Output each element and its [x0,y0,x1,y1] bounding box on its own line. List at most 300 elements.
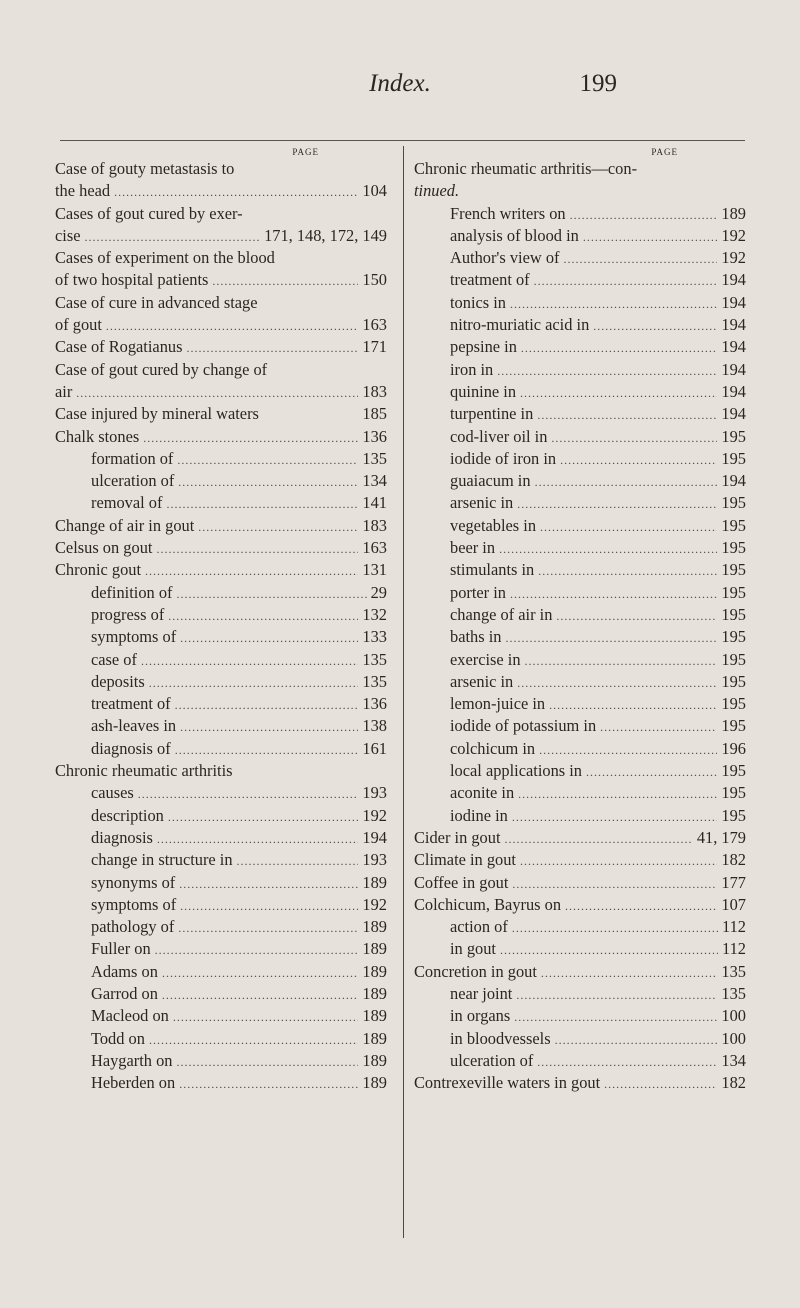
entry-text: quinine in [450,381,517,401]
entry-page: 133 [362,627,387,647]
entry-page: 134 [721,1050,746,1070]
entry-text: French writers on [450,203,566,223]
entry-text: Macleod on [91,1006,169,1026]
dot-leader [586,760,717,783]
entry-text: near joint [450,983,513,1003]
entry-text: Adams on [91,961,158,981]
entry-text: analysis of blood in [450,225,579,245]
entry-page: 189 [362,939,387,959]
entry-page: 195 [721,783,746,803]
index-entry [414,782,746,804]
dot-leader [516,983,717,1006]
entry-page: 171, 148, 172, 149 [264,225,387,245]
entry-text: progress of [91,604,165,624]
entry-page: 192 [362,894,387,914]
entry-text: local applications in [450,761,582,781]
dot-leader [141,649,358,672]
dot-leader [175,738,359,761]
index-entry [55,938,387,960]
entry-text: Todd on [91,1028,145,1048]
entry-page: 193 [362,850,387,870]
entry-page: 195 [721,627,746,647]
entry-page: 195 [721,649,746,669]
index-entry [414,158,746,180]
dot-leader [138,782,359,805]
entry-text: Colchicum, Bayrus on [414,894,562,914]
entry-page: 135 [362,671,387,691]
index-entry [414,582,746,604]
dot-leader [538,559,717,582]
dot-leader [149,671,359,694]
index-entry [414,292,746,314]
page-number: 199 [579,70,617,97]
index-entry [414,715,746,737]
index-entry [55,180,387,202]
entry-text: Case of gouty metastasis to [55,159,235,178]
dot-leader [512,805,718,828]
entry-text: Garrod on [91,983,158,1003]
index-entry [55,582,387,604]
dot-leader [180,894,358,917]
index-entry [55,1072,387,1094]
index-entry [414,1028,746,1050]
index-entry [55,292,387,314]
entry-page: 161 [362,738,387,758]
entry-text: ulceration of [450,1050,534,1070]
dot-leader [179,872,358,895]
dot-leader [517,492,717,515]
entry-page: 189 [362,872,387,892]
dot-leader [570,203,718,226]
dot-leader [155,938,359,961]
entry-page: 194 [721,315,746,335]
entry-page: 135 [721,961,746,981]
entry-page: 107 [721,894,746,914]
dot-leader [537,403,717,426]
index-entry [414,492,746,514]
index-entry [55,203,387,225]
index-entry [55,359,387,381]
entry-page: 138 [362,716,387,736]
entry-page: 134 [362,471,387,491]
index-entry [55,1005,387,1027]
index-entry [414,983,746,1005]
entry-text: arsenic in [450,671,514,691]
index-entry [414,203,746,225]
entry-page: 41, 179 [696,827,746,847]
entry-text: description [91,805,164,825]
dot-leader [512,916,718,939]
dot-leader [168,805,359,828]
entry-text: aconite in [450,783,515,803]
index-column-left [55,146,387,1094]
index-entry [414,336,746,358]
dot-leader [186,336,358,359]
entry-text: change of air in [450,604,553,624]
index-entry [414,180,746,202]
entry-text: nitro-muriatic acid in [450,315,590,335]
entry-text: synonyms of [91,872,176,892]
entry-text: tonics in [450,292,506,312]
index-entry [55,604,387,626]
entry-text: Cider in gout [414,827,501,847]
index-entry [55,1050,387,1072]
dot-leader [497,359,717,382]
dot-leader [179,1072,358,1095]
entry-text: cod-liver oil in [450,426,548,446]
entry-text: ulceration of [91,471,175,491]
entry-page: 194 [721,292,746,312]
index-entry [414,671,746,693]
index-entry [55,961,387,983]
dot-leader [540,515,717,538]
dot-leader [560,448,717,471]
index-entry [55,827,387,849]
dot-leader [198,515,358,538]
dot-leader [563,247,717,270]
entry-text: Case injured by mineral waters [55,404,259,424]
dot-leader [514,1005,717,1028]
entry-text: lemon-juice in [450,694,546,714]
index-entry [414,938,746,960]
entry-page: 141 [362,493,387,513]
entry-text: Case of Rogatianus [55,337,183,357]
entry-text: pepsine in [450,337,517,357]
dot-leader [510,582,717,605]
index-entry [414,1005,746,1027]
entry-page: 189 [362,961,387,981]
dot-leader [505,827,693,850]
index-entry [414,247,746,269]
entry-text: cise [55,225,81,245]
entry-page: 195 [721,761,746,781]
dot-leader [175,693,359,716]
dot-leader [178,470,358,493]
dot-leader [541,961,717,984]
page-column-label: PAGE [651,147,678,157]
index-entry [55,426,387,448]
entry-text: in gout [450,939,496,959]
dot-leader [180,626,358,649]
index-entry [55,649,387,671]
dot-leader [556,604,717,627]
index-entry [414,849,746,871]
entry-text: Celsus on gout [55,538,153,558]
index-entry [55,872,387,894]
index-entry [414,693,746,715]
entry-page: 136 [362,426,387,446]
entry-page: 100 [721,1028,746,1048]
dot-leader [177,448,358,471]
entry-text: Chronic gout [55,560,142,580]
running-title: Index. [369,70,431,97]
entry-text: iodine in [450,805,508,825]
entry-page: 195 [721,671,746,691]
entry-text: of gout [55,315,102,335]
entry-text: vegetables in [450,515,537,535]
dot-leader [176,582,366,605]
dot-leader [162,983,358,1006]
entry-text: air [55,381,73,401]
index-entry [55,626,387,648]
entry-page: 132 [362,604,387,624]
entry-text: Climate in gout [414,850,516,870]
entry-text: definition of [91,582,173,602]
entry-page: 193 [362,783,387,803]
entry-text: Change of air in gout [55,515,195,535]
dot-leader [510,292,717,315]
dot-leader [106,314,359,337]
entry-page: 194 [721,471,746,491]
index-entry [55,515,387,537]
entry-text: Cases of gout cured by exer- [55,203,243,223]
entry-page: 194 [721,404,746,424]
index-entry [55,559,387,581]
index-entry [414,559,746,581]
dot-leader [535,470,718,493]
entry-page: 195 [721,716,746,736]
index-entry [414,359,746,381]
index-entry [414,1072,746,1094]
entry-page: 195 [721,515,746,535]
dot-leader [593,314,717,337]
entry-page: 189 [362,983,387,1003]
entry-text: in organs [450,1006,511,1026]
entry-page: 192 [721,225,746,245]
entry-text: in bloodvessels [450,1028,551,1048]
entry-text: stimulants in [450,560,535,580]
index-entry [55,492,387,514]
dot-leader [114,180,358,203]
entry-page: 150 [362,270,387,290]
index-entry [55,537,387,559]
dot-leader [521,336,717,359]
index-entry [55,314,387,336]
index-entry [55,336,387,358]
index-entry [414,403,746,425]
dot-leader [212,269,358,292]
entry-page: 192 [721,248,746,268]
entry-page: 189 [362,1028,387,1048]
entry-page: 194 [721,359,746,379]
dot-leader [143,426,358,449]
entry-text: symptoms of [91,627,177,647]
entry-text: Heberden on [91,1073,176,1093]
dot-leader [518,782,717,805]
entry-page: 183 [362,381,387,401]
entry-text: symptoms of [91,894,177,914]
dot-leader [534,269,718,292]
entry-text: Fuller on [91,939,151,959]
column-divider [403,146,404,1238]
entry-text: change in structure in [91,850,233,870]
entry-page: 135 [362,448,387,468]
entry-text: deposits [91,671,145,691]
entry-page: 189 [362,1050,387,1070]
entry-page: 195 [721,493,746,513]
dot-leader [162,961,358,984]
entry-page: 104 [362,181,387,201]
entry-page: 195 [721,805,746,825]
entry-text: treatment of [450,270,530,290]
entry-page: 189 [362,1073,387,1093]
entry-text: exercise in [450,649,521,669]
dot-leader [512,872,717,895]
entry-text: Chalk stones [55,426,140,446]
entry-text: Author's view of [450,248,560,268]
entry-text: treatment of [91,694,171,714]
index-entry [55,693,387,715]
entry-text: the head [55,181,111,201]
entry-page: 195 [721,538,746,558]
entry-page: 183 [362,515,387,535]
dot-leader [173,1005,359,1028]
index-entry [55,269,387,291]
entry-text: action of [450,917,508,937]
entry-text: turpentine in [450,404,534,424]
dot-leader [84,225,260,248]
dot-leader [149,1028,358,1051]
entry-text: beer in [450,538,496,558]
index-entry [414,537,746,559]
index-entry [55,448,387,470]
entry-page: 195 [721,582,746,602]
entry-text: Coffee in gout [414,872,509,892]
entry-text: Concretion in gout [414,961,537,981]
dot-leader [157,827,358,850]
entry-page: 194 [721,270,746,290]
index-entry [414,515,746,537]
dot-leader [180,715,358,738]
entry-page: 195 [721,604,746,624]
index-entry [55,158,387,180]
index-entry [414,314,746,336]
index-entry [55,782,387,804]
dot-leader [604,1072,717,1095]
dot-leader [549,693,717,716]
dot-leader [145,559,358,582]
dot-leader [537,1050,717,1073]
index-entry [414,805,746,827]
entry-page: 100 [721,1006,746,1026]
entry-text: pathology of [91,917,175,937]
index-entry [55,1028,387,1050]
dot-leader [565,894,717,917]
entry-page: 29 [370,582,387,602]
index-entry [55,403,387,425]
dot-leader [505,626,717,649]
index-entry [414,448,746,470]
entry-text: arsenic in [450,493,514,513]
index-entry [55,247,387,269]
entry-page: 177 [721,872,746,892]
page-column-label: PAGE [292,147,319,157]
dot-leader [520,381,717,404]
dot-leader [539,738,717,761]
index-entry [414,894,746,916]
entry-page: 171 [362,337,387,357]
entry-text: Cases of experiment on the blood [55,248,275,268]
dot-leader [583,225,718,248]
index-entry [414,426,746,448]
entry-page: 182 [721,1073,746,1093]
index-entry [55,916,387,938]
index-entry [55,470,387,492]
entry-text: iodide of iron in [450,448,557,468]
entry-page: 182 [721,850,746,870]
index-entry [414,269,746,291]
entry-text: Chronic rheumatic arthritis [55,761,233,781]
index-entry [414,604,746,626]
entry-page: 189 [362,1006,387,1026]
entry-page: 163 [362,538,387,558]
entry-page: 189 [721,203,746,223]
dot-leader [520,849,717,872]
entry-page: 135 [721,983,746,1003]
index-entry [55,738,387,760]
index-entry [55,894,387,916]
entry-page: 194 [721,381,746,401]
index-entry [55,715,387,737]
dot-leader [176,1050,358,1073]
index-entry [414,1050,746,1072]
entry-text: causes [91,783,134,803]
entry-page: 195 [721,448,746,468]
entry-text: tinued. [414,181,460,201]
entry-text: baths in [450,627,502,647]
entry-text: porter in [450,582,506,602]
entry-page: 136 [362,694,387,714]
entry-text: case of [91,649,137,669]
entry-text: ash-leaves in [91,716,177,736]
entry-text: iron in [450,359,494,379]
index-entry [55,760,387,782]
entry-text: of two hospital patients [55,270,209,290]
entry-text: Case of cure in advanced stage [55,292,258,312]
entry-text: iodide of potassium in [450,716,597,736]
entry-text: Contrexeville waters in gout [414,1073,601,1093]
entry-text: colchicum in [450,738,536,758]
dot-leader [499,537,717,560]
index-column-right [414,146,746,1094]
entry-text: diagnosis [91,827,153,847]
entry-page: 131 [362,560,387,580]
index-entry [414,738,746,760]
index-entry [55,671,387,693]
index-entry [414,649,746,671]
index-entry [414,381,746,403]
index-entry [55,381,387,403]
dot-leader [156,537,358,560]
entry-page: 112 [722,939,746,959]
index-entry [55,225,387,247]
entry-text: Haygarth on [91,1050,173,1070]
entry-page: 192 [362,805,387,825]
dot-leader [166,492,358,515]
dot-leader [555,1028,718,1051]
header-rule [60,140,745,141]
dot-leader [525,649,718,672]
index-entry [55,983,387,1005]
index-entry [414,470,746,492]
dot-leader [168,604,358,627]
entry-page: 195 [721,560,746,580]
entry-page: 196 [721,738,746,758]
entry-text: Case of gout cured by change of [55,359,268,379]
entry-text: Chronic rheumatic arthritis—con- [414,159,638,178]
entry-page: 135 [362,649,387,669]
entry-page: 112 [722,917,746,937]
